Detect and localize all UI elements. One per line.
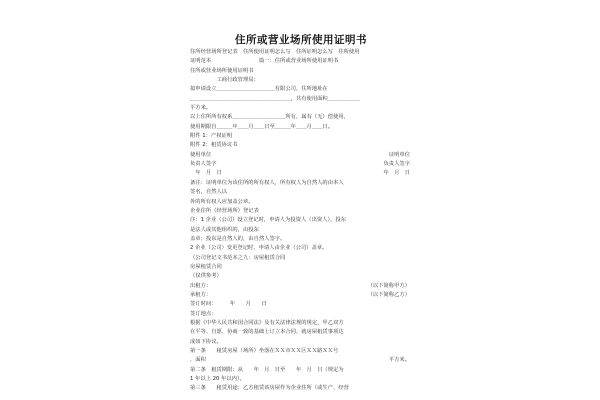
document-line: 住所经营场所登记表 住所使用证明怎么写 住所证明怎么写 住所使用 [190, 49, 360, 55]
document-line-part: 负责人签字 [383, 161, 410, 168]
document-line: 第二条 租赁期限：从 年 月 日至 年 月 日（规定为 [190, 366, 344, 373]
document-line-part: 出租方： [190, 282, 212, 289]
document-line: 根据《中华人民共和国合同法》及有关法律法规的规定，甲乙双方 [190, 319, 344, 326]
document-line: 盖章；投东是自然人的，由自然人签字。 [190, 235, 286, 242]
document-line: 使用期限自＿＿＿年＿＿月＿＿日至＿＿＿年＿＿月＿＿日。 [190, 123, 334, 130]
document-line-pair [190, 169, 412, 178]
document-line: 成如下协议。 [190, 338, 222, 345]
document-page [190, 30, 412, 398]
document-line: 签订地点： [190, 310, 217, 317]
document-line-pair [190, 356, 412, 365]
document-line: 以上住所所有权系＿＿＿＿＿＿＿＿＿＿所有，属有（无）偿使用， [190, 114, 349, 121]
document-line-part: 证明单位 [388, 151, 410, 158]
document-line: 企业住所（经营场所）登记表 [190, 207, 259, 214]
document-line-pair [190, 151, 412, 160]
document-line: 签名，自然人以 [190, 189, 228, 196]
document-line: （仅供参考） [190, 273, 222, 280]
document-line: 1 年以上 20 年以内）。 [190, 376, 245, 383]
document-line: 附件 1：产权证明 [190, 133, 233, 140]
document-line: ＿＿＿＿＿＿＿＿＿＿＿＿＿＿＿＿＿＿＿，共有使用面积＿＿＿＿＿＿ [190, 95, 360, 102]
document-line: 拟申请设立＿＿＿＿＿＿＿＿＿＿＿有限公司，住所地址在 [190, 86, 328, 93]
document-line-part: ，面积 [190, 357, 206, 364]
document-line: 2 企业（公司）变更登记时，申请人由企业（公司）盖章。 [190, 245, 328, 252]
document-line-part: 年 月 日 [383, 170, 410, 177]
document-line: 工商行政管理局： [190, 77, 259, 84]
document-line-pair [190, 160, 412, 169]
document-title: 住所或营业场所使用证明书 [235, 34, 367, 46]
document-line: 第三条 租赁用途：乙方租赁该房屋作为企业住所（或生产、经营 [190, 385, 349, 392]
document-line-part: 负责人签字 [190, 161, 217, 168]
document-line: 证明范本 篇一：住所或营业场所使用证明书 [190, 58, 339, 65]
document-line: 住所或营业场所使用证明书 [190, 67, 254, 74]
document-line-part: 承租方： [190, 291, 212, 298]
document-line-part: 年 月 日 [190, 170, 222, 177]
document-line-part: 平方米。 [388, 357, 410, 364]
document-line: 是法人或其他组织的，由投东 [190, 226, 259, 233]
document-body [190, 48, 412, 394]
document-line-part: 使用单位 [190, 151, 212, 158]
document-line-pair [190, 282, 412, 291]
document-line: 第一条 租赁房屋（场所）坐落在ＸＸ市ＸＸ区ＸＸ路ＸＸ号 [190, 348, 339, 354]
document-line: 平方米。 [190, 105, 212, 112]
document-line-pair [190, 291, 412, 300]
document-line-part: （以下简称甲方） [367, 282, 410, 289]
document-line-part: 签订时间： 年 月 日 [190, 301, 267, 308]
document-line-part: （以下简称乙方） [367, 291, 410, 298]
document-line: 房屋租赁合同 [190, 263, 222, 270]
document-line: 在平等、自愿、协商一致的基础上订立本合同，就房屋租赁事项达 [190, 329, 344, 336]
document-line: （公司登记文书范本之九：房屋租赁合同 [190, 254, 286, 261]
document-line: 附件 2：租赁协议书 [190, 142, 238, 149]
document-line: 备注：证明单位为该住所的所有权人，所有权人为自然人的由本人 [190, 179, 344, 186]
document-line: 注：1 企业（公司）设立登记时，申请人为投资人（出资人），投东 [190, 217, 347, 224]
document-line: 外的所有权人应加盖公章。 [190, 198, 254, 205]
document-line-pair [190, 300, 412, 309]
document-line-part [410, 300, 412, 309]
